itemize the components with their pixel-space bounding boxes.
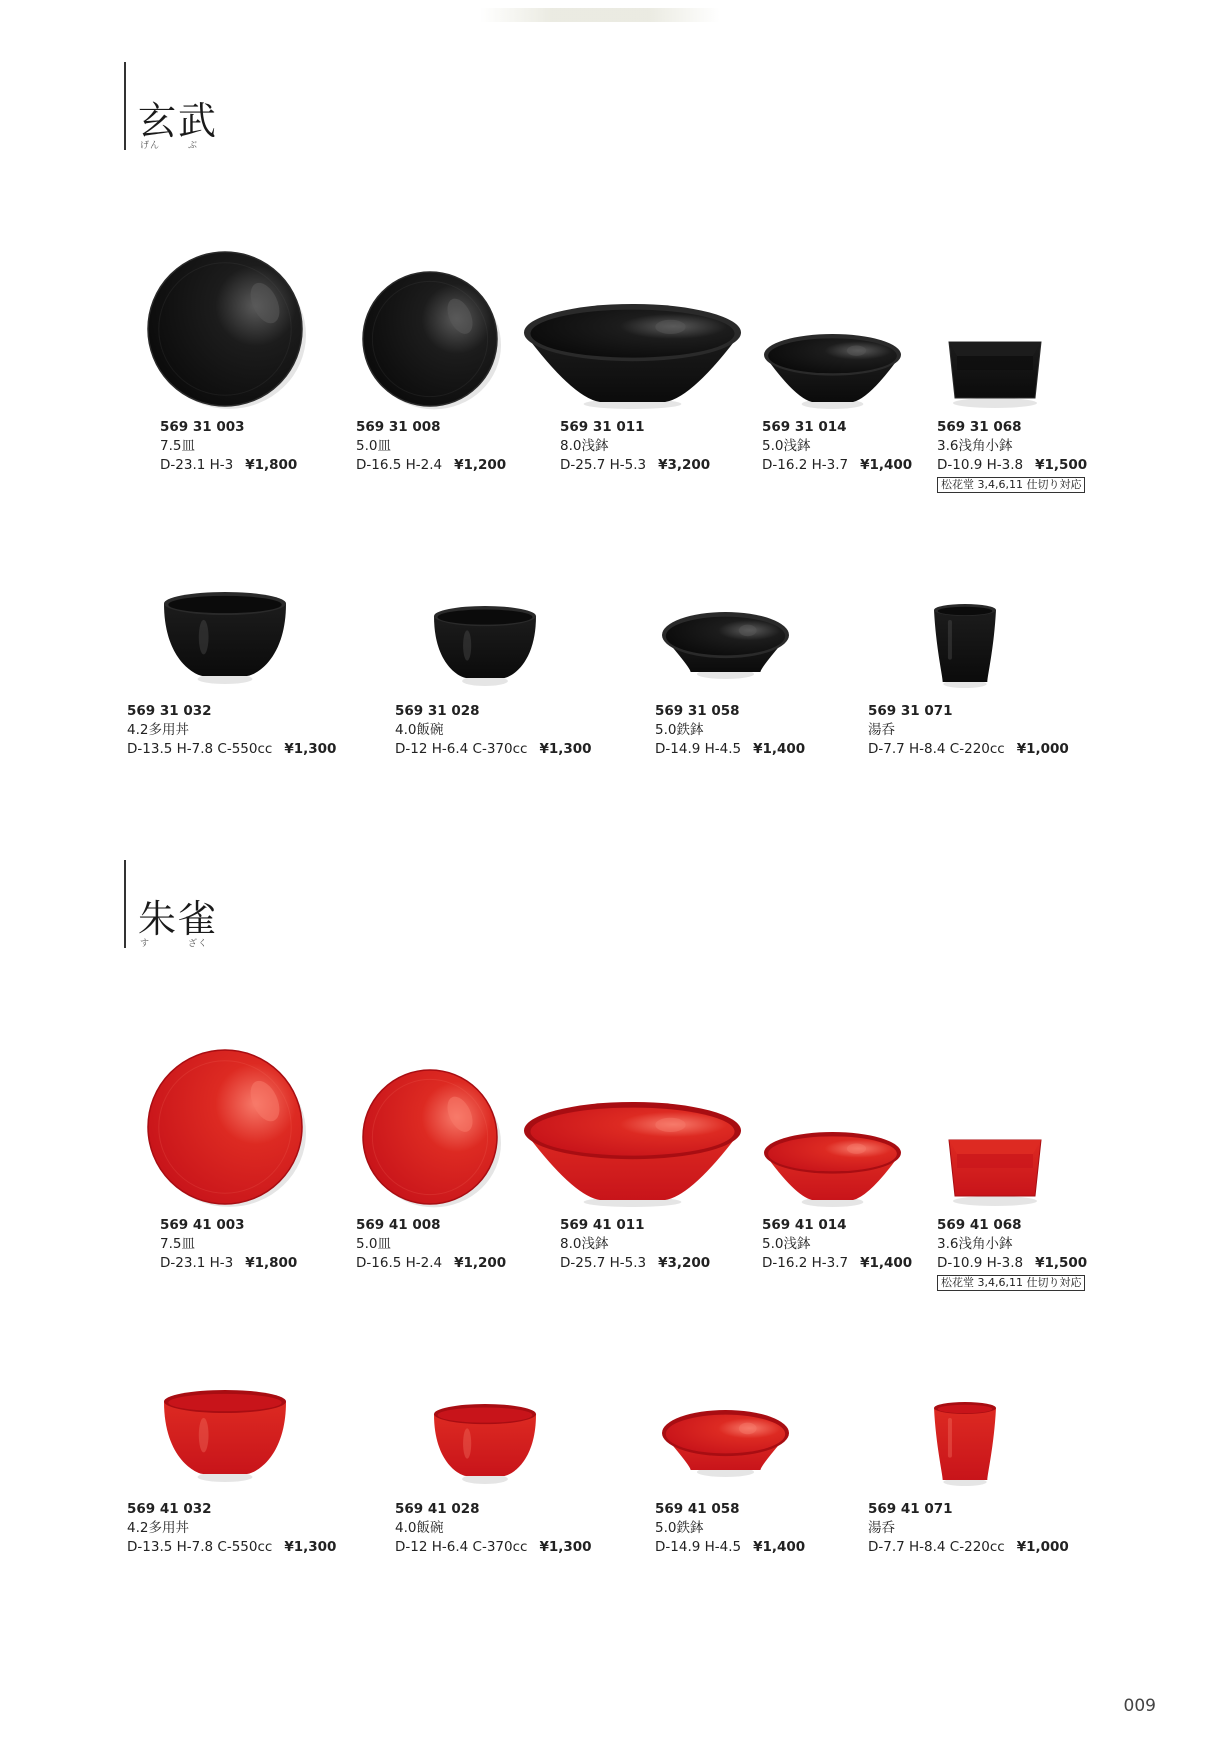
product-name: 3.6浅角小鉢 <box>937 1236 1013 1252</box>
product-price: ¥1,400 <box>860 457 913 473</box>
product-dimensions: D-12 H-6.4 C-370cc <box>395 741 528 757</box>
product-dimensions-row <box>356 1254 506 1273</box>
product-caption <box>655 1500 805 1557</box>
product-code: 569 41 032 <box>127 1501 212 1517</box>
product-dimensions-row <box>560 1254 710 1273</box>
product-price: ¥1,000 <box>1016 1539 1069 1555</box>
product-name: 5.0皿 <box>356 438 391 454</box>
product-code: 569 31 058 <box>655 703 740 719</box>
product-item <box>355 1066 505 1208</box>
product-price: ¥1,400 <box>860 1255 913 1271</box>
product-price: ¥1,800 <box>245 1255 298 1271</box>
product-name: 5.0鉄鉢 <box>655 722 704 738</box>
section-header <box>124 62 304 150</box>
section-title-reading <box>140 936 236 949</box>
product-dimensions: D-16.2 H-3.7 <box>762 457 849 473</box>
product-dimensions: D-13.5 H-7.8 C-550cc <box>127 741 273 757</box>
plate-small-image <box>355 268 505 410</box>
product-price: ¥1,400 <box>753 741 806 757</box>
product-dimensions: D-16.5 H-2.4 <box>356 1255 443 1271</box>
product-code: 569 31 003 <box>160 419 245 435</box>
iron-bowl-image <box>658 608 793 680</box>
deep-bowl-image <box>160 1386 290 1482</box>
product-dimensions: D-10.9 H-3.8 <box>937 457 1024 473</box>
plate-large-image <box>125 248 325 410</box>
product-item <box>520 1098 745 1208</box>
product-code: 569 31 071 <box>868 703 953 719</box>
product-code: 569 31 032 <box>127 703 212 719</box>
product-price: ¥1,300 <box>284 1539 337 1555</box>
product-code: 569 41 071 <box>868 1501 953 1517</box>
product-dimensions-row <box>868 1538 1069 1557</box>
product-caption <box>127 1500 336 1557</box>
product-dimensions-row <box>937 456 1087 475</box>
product-name: 4.2多用丼 <box>127 722 189 738</box>
cup-image <box>930 600 1000 688</box>
product-name: 4.0飯碗 <box>395 722 444 738</box>
product-dimensions: D-13.5 H-7.8 C-550cc <box>127 1539 273 1555</box>
product-caption <box>160 418 297 475</box>
product-name: 4.0飯碗 <box>395 1520 444 1536</box>
iron-bowl-image <box>658 1406 793 1478</box>
product-caption <box>868 1500 1069 1557</box>
product-code: 569 31 068 <box>937 419 1022 435</box>
page-number: 009 <box>1123 1696 1156 1716</box>
product-note-row <box>937 1273 1087 1292</box>
product-item <box>760 330 905 410</box>
product-code: 569 41 068 <box>937 1217 1022 1233</box>
reading-kana: ざく <box>188 939 209 949</box>
product-name: 7.5皿 <box>160 1236 195 1252</box>
product-code: 569 41 003 <box>160 1217 245 1233</box>
product-price: ¥1,300 <box>539 741 592 757</box>
shallow-bowl-image <box>760 330 905 410</box>
product-caption <box>395 1500 592 1557</box>
product-price: ¥1,300 <box>539 1539 592 1555</box>
product-dimensions-row <box>127 740 336 759</box>
square-dish-image <box>945 1134 1045 1206</box>
product-dimensions: D-25.7 H-5.3 <box>560 457 647 473</box>
reading-kana: げん <box>140 141 161 151</box>
product-item <box>355 268 505 410</box>
rice-bowl-image <box>430 1400 540 1484</box>
product-item <box>930 600 1000 688</box>
product-caption <box>762 418 912 475</box>
partition-compat-badge: 松花堂 3,4,6,11 仕切り対応 <box>937 477 1085 493</box>
product-caption <box>356 418 506 475</box>
product-caption <box>937 418 1087 494</box>
product-dimensions-row <box>127 1538 336 1557</box>
plate-small-image <box>355 1066 505 1208</box>
product-dimensions: D-16.2 H-3.7 <box>762 1255 849 1271</box>
product-price: ¥3,200 <box>658 1255 711 1271</box>
product-caption <box>868 702 1069 759</box>
product-item <box>658 608 793 680</box>
product-item <box>930 1398 1000 1486</box>
section-title-reading <box>140 138 236 151</box>
deep-bowl-image <box>160 588 290 684</box>
section-title: 玄武 <box>138 99 219 143</box>
product-dimensions: D-23.1 H-3 <box>160 1255 234 1271</box>
product-code: 569 31 028 <box>395 703 480 719</box>
product-dimensions-row <box>937 1254 1087 1273</box>
product-item <box>945 336 1045 408</box>
wide-bowl-image <box>520 300 745 410</box>
product-price: ¥1,200 <box>454 457 507 473</box>
shallow-bowl-image <box>760 1128 905 1208</box>
product-dimensions: D-14.9 H-4.5 <box>655 741 742 757</box>
product-price: ¥1,800 <box>245 457 298 473</box>
rice-bowl-image <box>430 602 540 686</box>
product-dimensions: D-12 H-6.4 C-370cc <box>395 1539 528 1555</box>
product-name: 7.5皿 <box>160 438 195 454</box>
product-price: ¥1,200 <box>454 1255 507 1271</box>
product-caption <box>560 418 710 475</box>
product-dimensions-row <box>762 1254 912 1273</box>
product-code: 569 31 014 <box>762 419 847 435</box>
section-title: 朱雀 <box>138 897 219 941</box>
product-name: 8.0浅鉢 <box>560 1236 609 1252</box>
product-item <box>430 1400 540 1484</box>
product-caption <box>160 1216 297 1273</box>
product-dimensions: D-14.9 H-4.5 <box>655 1539 742 1555</box>
product-name: 5.0浅鉢 <box>762 438 811 454</box>
product-code: 569 41 008 <box>356 1217 441 1233</box>
product-dimensions-row <box>395 1538 592 1557</box>
product-item <box>125 248 325 410</box>
product-name: 湯呑 <box>868 1520 895 1536</box>
product-item <box>160 1386 290 1482</box>
product-price: ¥1,400 <box>753 1539 806 1555</box>
product-dimensions: D-25.7 H-5.3 <box>560 1255 647 1271</box>
product-code: 569 41 058 <box>655 1501 740 1517</box>
product-name: 5.0皿 <box>356 1236 391 1252</box>
product-item <box>160 588 290 684</box>
product-dimensions-row <box>160 1254 297 1273</box>
product-name: 8.0浅鉢 <box>560 438 609 454</box>
product-price: ¥1,300 <box>284 741 337 757</box>
reading-kana: ぶ <box>188 141 199 151</box>
product-item <box>125 1046 325 1208</box>
product-price: ¥1,500 <box>1035 457 1088 473</box>
product-price: ¥1,500 <box>1035 1255 1088 1271</box>
product-dimensions: D-23.1 H-3 <box>160 457 234 473</box>
product-dimensions-row <box>655 740 805 759</box>
plate-large-image <box>125 1046 325 1208</box>
product-dimensions-row <box>868 740 1069 759</box>
product-code: 569 31 011 <box>560 419 645 435</box>
product-dimensions-row <box>160 456 297 475</box>
product-dimensions: D-7.7 H-8.4 C-220cc <box>868 1539 1005 1555</box>
product-name: 4.2多用丼 <box>127 1520 189 1536</box>
reading-kana: す <box>140 939 151 949</box>
section-header <box>124 860 304 948</box>
product-name: 3.6浅角小鉢 <box>937 438 1013 454</box>
product-dimensions-row <box>356 456 506 475</box>
product-price: ¥1,000 <box>1016 741 1069 757</box>
product-item <box>658 1406 793 1478</box>
product-name: 5.0浅鉢 <box>762 1236 811 1252</box>
product-item <box>760 1128 905 1208</box>
product-caption <box>395 702 592 759</box>
product-item <box>430 602 540 686</box>
section-divider-line <box>124 860 126 948</box>
product-caption <box>127 702 336 759</box>
product-dimensions: D-10.9 H-3.8 <box>937 1255 1024 1271</box>
product-dimensions-row <box>395 740 592 759</box>
product-name: 湯呑 <box>868 722 895 738</box>
product-caption <box>655 702 805 759</box>
product-caption <box>356 1216 506 1273</box>
product-item <box>520 300 745 410</box>
product-code: 569 41 028 <box>395 1501 480 1517</box>
product-code: 569 31 008 <box>356 419 441 435</box>
product-caption <box>762 1216 912 1273</box>
section-divider-line <box>124 62 126 150</box>
product-caption <box>560 1216 710 1273</box>
product-dimensions: D-7.7 H-8.4 C-220cc <box>868 741 1005 757</box>
product-dimensions-row <box>560 456 710 475</box>
product-code: 569 41 011 <box>560 1217 645 1233</box>
product-price: ¥3,200 <box>658 457 711 473</box>
product-dimensions-row <box>762 456 912 475</box>
product-note-row <box>937 475 1087 494</box>
wide-bowl-image <box>520 1098 745 1208</box>
product-code: 569 41 014 <box>762 1217 847 1233</box>
product-name: 5.0鉄鉢 <box>655 1520 704 1536</box>
partition-compat-badge: 松花堂 3,4,6,11 仕切り対応 <box>937 1275 1085 1291</box>
top-scan-strip <box>480 8 720 22</box>
product-dimensions: D-16.5 H-2.4 <box>356 457 443 473</box>
cup-image <box>930 1398 1000 1486</box>
product-caption <box>937 1216 1087 1292</box>
square-dish-image <box>945 336 1045 408</box>
product-item <box>945 1134 1045 1206</box>
product-dimensions-row <box>655 1538 805 1557</box>
